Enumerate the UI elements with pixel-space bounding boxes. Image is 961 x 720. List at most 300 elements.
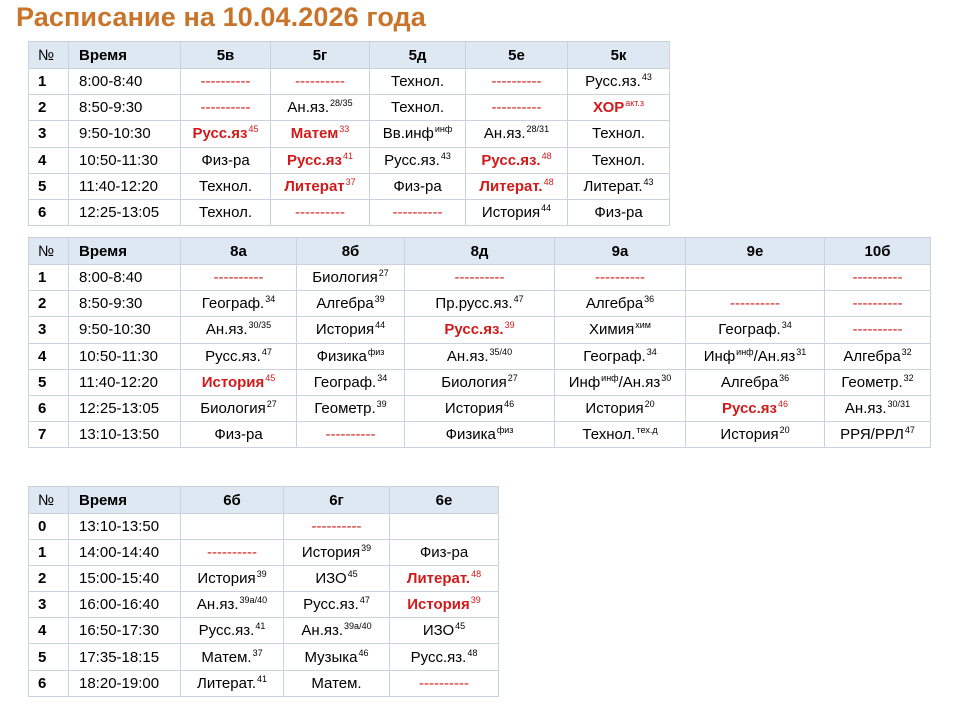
lesson-time: 13:10-13:50	[69, 514, 181, 540]
lesson-cell	[555, 291, 686, 317]
header-class: 9е	[686, 238, 825, 265]
room-number: 47	[261, 346, 272, 357]
room-number: инф	[601, 372, 619, 383]
schedule-table-grade6	[28, 486, 499, 697]
lesson-time: 8:50-9:30	[69, 95, 181, 121]
room-number: 44	[375, 320, 386, 331]
lesson-cell	[466, 173, 568, 199]
subject-name-secondary: /Ан.яз	[753, 347, 796, 365]
subject-name: Биология	[312, 269, 378, 287]
lesson-time: 11:40-12:20	[69, 369, 181, 395]
lesson-time: 8:50-9:30	[69, 291, 181, 317]
room-number: 37	[345, 176, 356, 187]
subject-name: История	[301, 544, 361, 562]
lesson-cell	[297, 343, 405, 369]
subject-name: Литерат.	[583, 177, 643, 195]
lesson-cell	[466, 147, 568, 173]
subject-name: Литерат.	[196, 674, 256, 692]
room-number: 47	[904, 425, 915, 436]
lesson-time: 8:00-8:40	[69, 69, 181, 95]
lesson-number: 3	[29, 121, 69, 147]
subject-name: Музыка	[304, 648, 358, 666]
room-number: инф	[434, 124, 453, 135]
lesson-time: 15:00-15:40	[69, 566, 181, 592]
lesson-number: 1	[29, 265, 69, 291]
lesson-number: 3	[29, 592, 69, 618]
table-header-row	[29, 238, 931, 265]
room-number: хим	[635, 320, 651, 331]
subject-name: Физика	[316, 347, 367, 365]
table-row	[29, 317, 931, 343]
room-number: 32	[901, 346, 912, 357]
subject-name: Технол.	[198, 177, 253, 195]
room-number: 36	[644, 294, 655, 305]
header-class: 8а	[181, 238, 297, 265]
subject-name: Матем.	[311, 674, 362, 692]
lesson-number: 4	[29, 147, 69, 173]
lesson-time: 14:00-14:40	[69, 540, 181, 566]
room-number: 48	[471, 569, 482, 580]
lesson-number: 2	[29, 95, 69, 121]
room-number-secondary: 30	[661, 372, 672, 383]
room-number: 45	[347, 569, 358, 580]
header-class: 6б	[181, 487, 284, 514]
lesson-cell	[466, 95, 568, 121]
table-row	[29, 173, 670, 199]
subject-name: История	[720, 426, 779, 444]
subject-name: Биология	[441, 373, 507, 391]
room-number: 32	[903, 372, 914, 383]
table-row	[29, 199, 670, 225]
lesson-cell	[271, 95, 370, 121]
subject-name: ----------	[295, 73, 345, 91]
lesson-cell	[271, 69, 370, 95]
room-number: 39	[504, 320, 515, 331]
subject-name: Геометр.	[314, 400, 376, 418]
subject-name: Географ.	[583, 347, 646, 365]
table-row	[29, 670, 499, 696]
room-number: 45	[248, 124, 259, 135]
subject-name: ХОР	[592, 99, 625, 117]
lesson-cell	[466, 121, 568, 147]
room-number: 34	[377, 372, 388, 383]
header-time: Время	[69, 42, 181, 69]
header-class: 8д	[405, 238, 555, 265]
room-number: 36	[779, 372, 790, 383]
subject-name: ИЗО	[315, 570, 347, 588]
room-number: 41	[343, 150, 354, 161]
lesson-time: 8:00-8:40	[69, 265, 181, 291]
lesson-cell	[390, 670, 499, 696]
lesson-cell	[390, 644, 499, 670]
subject-name: Русс.яз.	[585, 73, 641, 91]
room-number: 45	[455, 621, 466, 632]
lesson-cell	[297, 422, 405, 448]
lesson-cell	[686, 265, 825, 291]
subject-name: ----------	[207, 544, 257, 562]
lesson-cell	[297, 369, 405, 395]
table-row	[29, 265, 931, 291]
room-number: 41	[256, 673, 267, 684]
room-number: 48	[543, 176, 554, 187]
subject-name: ИЗО	[422, 622, 455, 640]
lesson-cell	[181, 514, 284, 540]
subject-name: Ан.яз.	[483, 125, 526, 143]
lesson-number: 0	[29, 514, 69, 540]
subject-name: Технол.	[390, 73, 445, 91]
room-number: тех.д	[636, 425, 658, 436]
lesson-cell	[405, 291, 555, 317]
lesson-cell	[370, 173, 466, 199]
subject-name: Русс.яз.	[205, 347, 261, 365]
room-number: 34	[265, 294, 276, 305]
lesson-cell	[555, 317, 686, 343]
subject-name: Ан.яз.	[446, 347, 489, 365]
subject-name: Литерат	[284, 177, 345, 195]
table-row	[29, 343, 931, 369]
room-number: 45	[265, 372, 276, 383]
room-number: 20	[644, 399, 655, 410]
subject-name: Русс.яз	[286, 151, 343, 169]
subject-name: История	[481, 204, 541, 222]
subject-name: Литерат.	[406, 570, 471, 588]
header-class: 9а	[555, 238, 686, 265]
subject-name: ----------	[295, 204, 345, 222]
lesson-cell	[284, 514, 390, 540]
lesson-cell	[825, 343, 931, 369]
header-time: Время	[69, 238, 181, 265]
lesson-cell	[686, 422, 825, 448]
lesson-cell	[466, 199, 568, 225]
subject-name: ----------	[595, 269, 645, 287]
subject-name: ----------	[311, 518, 362, 536]
subject-name: Литерат.	[479, 177, 543, 195]
lesson-cell	[466, 69, 568, 95]
lesson-cell	[181, 173, 271, 199]
subject-name: ----------	[852, 321, 903, 339]
subject-name: Технол.	[390, 99, 445, 117]
lesson-cell	[181, 95, 271, 121]
lesson-number: 7	[29, 422, 69, 448]
subject-name: ----------	[730, 295, 780, 313]
room-number: 43	[440, 150, 451, 161]
room-number: 30/31	[887, 399, 911, 410]
subject-name: Физ-ра	[419, 544, 469, 562]
lesson-cell	[181, 121, 271, 147]
room-number: 39	[256, 569, 267, 580]
lesson-cell	[181, 317, 297, 343]
header-class: 5д	[370, 42, 466, 69]
subject-name: Русс.яз.	[444, 321, 504, 339]
table-row	[29, 422, 931, 448]
lesson-cell	[370, 95, 466, 121]
lesson-cell	[370, 121, 466, 147]
header-class: 10б	[825, 238, 931, 265]
room-number: 39а/40	[344, 621, 372, 632]
subject-name: Геометр.	[841, 373, 903, 391]
lesson-cell	[370, 69, 466, 95]
room-number: 39	[361, 543, 372, 554]
lesson-cell	[181, 343, 297, 369]
lesson-number: 2	[29, 291, 69, 317]
table-row	[29, 514, 499, 540]
lesson-cell	[181, 670, 284, 696]
lesson-cell	[181, 265, 297, 291]
lesson-number: 6	[29, 395, 69, 421]
lesson-cell	[686, 317, 825, 343]
table-row	[29, 291, 931, 317]
room-number: 46	[358, 647, 369, 658]
lesson-time: 10:50-11:30	[69, 147, 181, 173]
lesson-number: 4	[29, 618, 69, 644]
header-class: 5г	[271, 42, 370, 69]
table-row	[29, 69, 670, 95]
lesson-cell	[181, 147, 271, 173]
lesson-cell	[181, 69, 271, 95]
room-number: акт.з	[625, 98, 645, 109]
room-number: 41	[255, 621, 266, 632]
room-number: 39а/40	[239, 595, 268, 606]
table-row	[29, 369, 931, 395]
lesson-number: 5	[29, 644, 69, 670]
table-row	[29, 147, 670, 173]
lesson-cell	[181, 199, 271, 225]
lesson-time: 18:20-19:00	[69, 670, 181, 696]
lesson-cell	[284, 592, 390, 618]
lesson-cell	[181, 644, 284, 670]
subject-name: Русс.яз.	[384, 151, 440, 169]
lesson-cell	[297, 395, 405, 421]
room-number: 48	[541, 150, 552, 161]
room-number: физ	[496, 425, 514, 436]
lesson-cell	[181, 291, 297, 317]
table-row	[29, 566, 499, 592]
subject-name: Химия	[589, 321, 635, 339]
lesson-time: 9:50-10:30	[69, 317, 181, 343]
lesson-cell	[370, 199, 466, 225]
subject-name: Русс.яз.	[481, 151, 541, 169]
lesson-cell	[568, 95, 670, 121]
subject-name: Русс.яз.	[303, 596, 359, 614]
lesson-cell	[825, 422, 931, 448]
subject-name: ----------	[325, 426, 376, 444]
room-number: 30/35	[248, 320, 272, 331]
schedule-table-grade5	[28, 41, 670, 226]
subject-name: Матем.	[201, 648, 252, 666]
lesson-cell	[405, 265, 555, 291]
lesson-number: 6	[29, 670, 69, 696]
header-class: 6е	[390, 487, 499, 514]
table-row	[29, 644, 499, 670]
room-number-secondary: 31	[796, 346, 807, 357]
subject-name: Ан.яз.	[205, 321, 248, 339]
subject-name: Физ-ра	[201, 151, 250, 169]
lesson-number: 1	[29, 540, 69, 566]
lesson-cell	[181, 422, 297, 448]
lesson-cell	[825, 291, 931, 317]
subject-name: Географ.	[313, 373, 377, 391]
table-row	[29, 395, 931, 421]
lesson-number: 5	[29, 173, 69, 199]
subject-name: История	[407, 596, 470, 614]
page-title: Расписание на 10.04.2026 года	[16, 2, 426, 32]
lesson-cell	[568, 147, 670, 173]
subject-name: Алгебра	[585, 295, 644, 313]
subject-name: Матем	[290, 125, 339, 143]
room-number: 39	[470, 595, 481, 606]
room-number: 28/35	[330, 98, 353, 109]
lesson-cell	[271, 199, 370, 225]
lesson-number: 3	[29, 317, 69, 343]
lesson-cell	[555, 422, 686, 448]
header-class: 8б	[297, 238, 405, 265]
subject-name: Алгебра	[316, 295, 374, 313]
subject-name: Русс.яз.	[410, 648, 467, 666]
subject-name: ----------	[852, 295, 903, 313]
room-number: 39	[374, 294, 385, 305]
lesson-cell	[284, 566, 390, 592]
room-number: 39	[376, 399, 387, 410]
room-number: 47	[359, 595, 370, 606]
subject-name: ----------	[454, 269, 505, 287]
subject-name: ----------	[392, 204, 443, 222]
lesson-cell	[555, 265, 686, 291]
lesson-cell	[555, 369, 686, 395]
table-header-row	[29, 487, 499, 514]
lesson-time: 11:40-12:20	[69, 173, 181, 199]
lesson-cell	[825, 369, 931, 395]
lesson-time: 12:25-13:05	[69, 199, 181, 225]
subject-name: Русс.яз	[192, 125, 248, 143]
header-number: №	[29, 238, 69, 265]
table-row	[29, 592, 499, 618]
lesson-cell	[390, 514, 499, 540]
lesson-cell	[825, 317, 931, 343]
lesson-cell	[405, 317, 555, 343]
lesson-cell	[284, 540, 390, 566]
lesson-cell	[825, 395, 931, 421]
room-number: 34	[781, 320, 792, 331]
subject-name: Пр.русс.яз.	[435, 295, 513, 313]
lesson-cell	[568, 199, 670, 225]
lesson-cell	[181, 540, 284, 566]
lesson-cell	[686, 343, 825, 369]
subject-name: Алгебра	[720, 373, 779, 391]
lesson-cell	[390, 540, 499, 566]
subject-name: Географ.	[718, 321, 781, 339]
subject-name: История	[315, 321, 375, 339]
room-number: 28/31	[526, 124, 550, 135]
lesson-time: 12:25-13:05	[69, 395, 181, 421]
subject-name: Ан.яз.	[844, 400, 887, 418]
subject-name: ----------	[491, 99, 542, 117]
subject-name: Ан.яз.	[301, 622, 344, 640]
lesson-cell	[284, 670, 390, 696]
lesson-cell	[686, 395, 825, 421]
subject-name: Технол.	[591, 125, 646, 143]
room-number: 46	[504, 399, 515, 410]
subject-name: История	[585, 400, 644, 418]
lesson-cell	[390, 566, 499, 592]
lesson-cell	[271, 147, 370, 173]
subject-name: Физ-ра	[393, 177, 442, 195]
subject-name: Технол.	[582, 426, 636, 444]
table-row	[29, 618, 499, 644]
table-header-row	[29, 42, 670, 69]
lesson-cell	[555, 395, 686, 421]
header-class: 5е	[466, 42, 568, 69]
subject-name: Алгебра	[843, 347, 901, 365]
room-number: 43	[641, 72, 652, 83]
lesson-time: 9:50-10:30	[69, 121, 181, 147]
subject-name: Географ.	[201, 295, 265, 313]
room-number: физ	[367, 346, 385, 357]
room-number: 48	[467, 647, 478, 658]
header-class: 5к	[568, 42, 670, 69]
lesson-cell	[271, 173, 370, 199]
header-class: 5в	[181, 42, 271, 69]
lesson-time: 16:00-16:40	[69, 592, 181, 618]
lesson-cell	[825, 265, 931, 291]
table-row	[29, 95, 670, 121]
subject-name: История	[201, 373, 265, 391]
lesson-cell	[405, 395, 555, 421]
header-number: №	[29, 42, 69, 69]
schedule-table-grades8-10	[28, 237, 931, 448]
lesson-cell	[181, 566, 284, 592]
subject-name-secondary: /Ан.яз	[618, 373, 661, 391]
room-number: 33	[339, 124, 350, 135]
lesson-cell	[297, 291, 405, 317]
lesson-time: 10:50-11:30	[69, 343, 181, 369]
lesson-cell	[405, 369, 555, 395]
lesson-cell	[568, 121, 670, 147]
lesson-cell	[568, 173, 670, 199]
lesson-cell	[405, 422, 555, 448]
lesson-number: 4	[29, 343, 69, 369]
lesson-time: 16:50-17:30	[69, 618, 181, 644]
subject-name: Русс.яз	[721, 400, 778, 418]
subject-name: Ан.яз.	[287, 99, 330, 117]
subject-name: Биология	[200, 400, 266, 418]
lesson-cell	[181, 369, 297, 395]
lesson-cell	[297, 265, 405, 291]
table-row	[29, 121, 670, 147]
subject-name: Физ-ра	[214, 426, 263, 444]
lesson-number: 1	[29, 69, 69, 95]
lesson-cell	[370, 147, 466, 173]
subject-name: РРЯ/РРЛ	[840, 426, 904, 444]
room-number: 46	[778, 399, 789, 410]
lesson-time: 17:35-18:15	[69, 644, 181, 670]
lesson-cell	[181, 395, 297, 421]
subject-name: ----------	[852, 269, 903, 287]
room-number: 27	[266, 399, 277, 410]
subject-name: Технол.	[198, 204, 253, 222]
subject-name: Технол.	[591, 151, 646, 169]
room-number: 27	[507, 372, 518, 383]
header-number: №	[29, 487, 69, 514]
subject-name: Ан.яз.	[196, 596, 239, 614]
room-number: 35/40	[489, 346, 513, 357]
subject-name: ----------	[419, 674, 469, 692]
lesson-cell	[686, 291, 825, 317]
room-number: 44	[541, 203, 552, 214]
room-number: 37	[252, 647, 263, 658]
lesson-number: 6	[29, 199, 69, 225]
subject-name: Физ-ра	[594, 204, 643, 222]
lesson-cell	[686, 369, 825, 395]
